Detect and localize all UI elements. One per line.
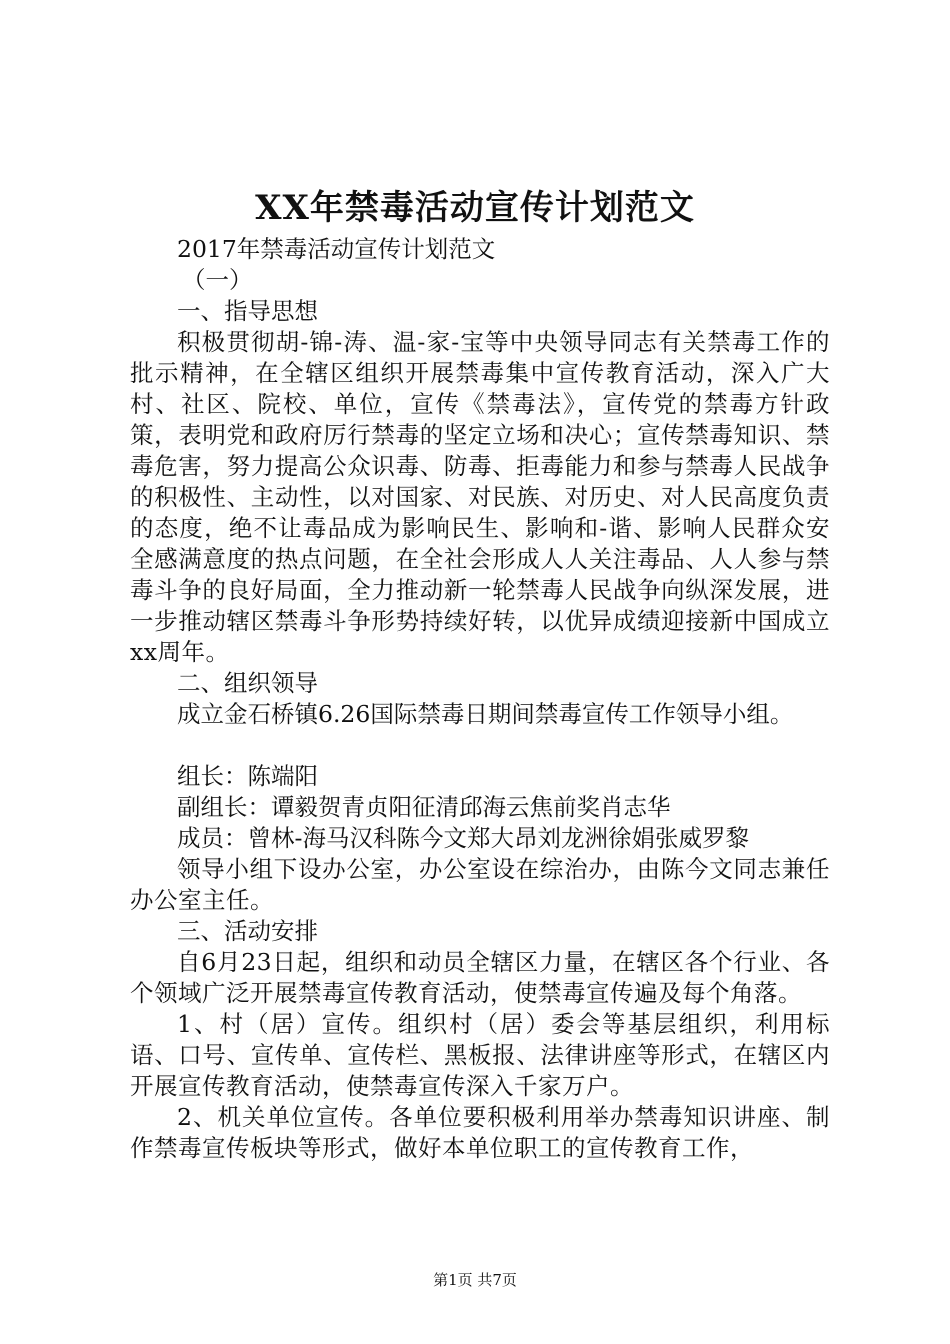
document-body	[130, 234, 830, 1164]
section-3-paragraph: 自6月23日起，组织和动员全辖区力量，在辖区各个行业、各个领域广泛开展禁毒宣传教育活动，使禁毒宣传遍及每个角落。	[130, 948, 830, 1007]
item-2-paragraph: 2、机关单位宣传。各单位要积极利用举办禁毒知识讲座、制作禁毒宣传板块等形式，做好本单位职工的宣传教育工作，	[130, 1103, 830, 1162]
blank-line	[130, 730, 830, 761]
section-1-paragraph: 积极贯彻胡-锦-涛、温-家-宝等中央领导同志有关禁毒工作的批示精神，在全辖区组织开展禁毒集中宣传教育活动，深入广大村、社区、院校、单位，宣传《禁毒法》，宣传党的禁毒方针政策，表明党和政府厉行禁毒的坚定立场和决心；宣传禁毒知识、禁毒危害，努力提高公众识毒、防毒、拒毒能力和参与禁毒人民战争的积极性、主动性，以对国家、对民族、对历史、对人民高度负责的态度，绝不让毒品成为影响民生、影响和-谐、影响人民群众安全感满意度的热点问题，在全社会形成人人关注毒品、人人参与禁毒斗争的良好局面，全力推动新一轮禁毒人民战争向纵深发展，进一步推动辖区禁毒斗争形势持续好转，以优异成绩迎接新中国成立xx周年。	[130, 328, 830, 666]
item-1-paragraph: 1、村（居）宣传。组织村（居）委会等基层组织，利用标语、口号、宣传单、宣传栏、黑板报、法律讲座等形式，在辖区内开展宣传教育活动，使禁毒宣传深入千家万户。	[130, 1010, 830, 1100]
section-2-intro: 成立金石桥镇6.26国际禁毒日期间禁毒宣传工作领导小组。	[177, 700, 794, 728]
office-paragraph: 领导小组下设办公室，办公室设在综治办，由陈今文同志兼任办公室主任。	[130, 855, 830, 914]
group-members: 成员：曾林-海马汉科陈今文郑大昂刘龙洲徐娟张威罗黎	[177, 824, 749, 852]
part-label: （一）	[182, 266, 253, 294]
page-number: 第1页 共7页	[433, 1271, 517, 1289]
group-leader: 组长：陈端阳	[177, 762, 318, 790]
section-1-heading: 一、指导思想	[177, 297, 318, 325]
section-2-heading: 二、组织领导	[177, 669, 318, 697]
section-3-heading: 三、活动安排	[177, 917, 318, 945]
document-title: XX年禁毒活动宣传计划范文	[255, 188, 695, 228]
deputy-leaders: 副组长：谭毅贺青贞阳征清邱海云焦前奖肖志华	[177, 793, 671, 821]
document-subtitle: 2017年禁毒活动宣传计划范文	[177, 235, 496, 263]
